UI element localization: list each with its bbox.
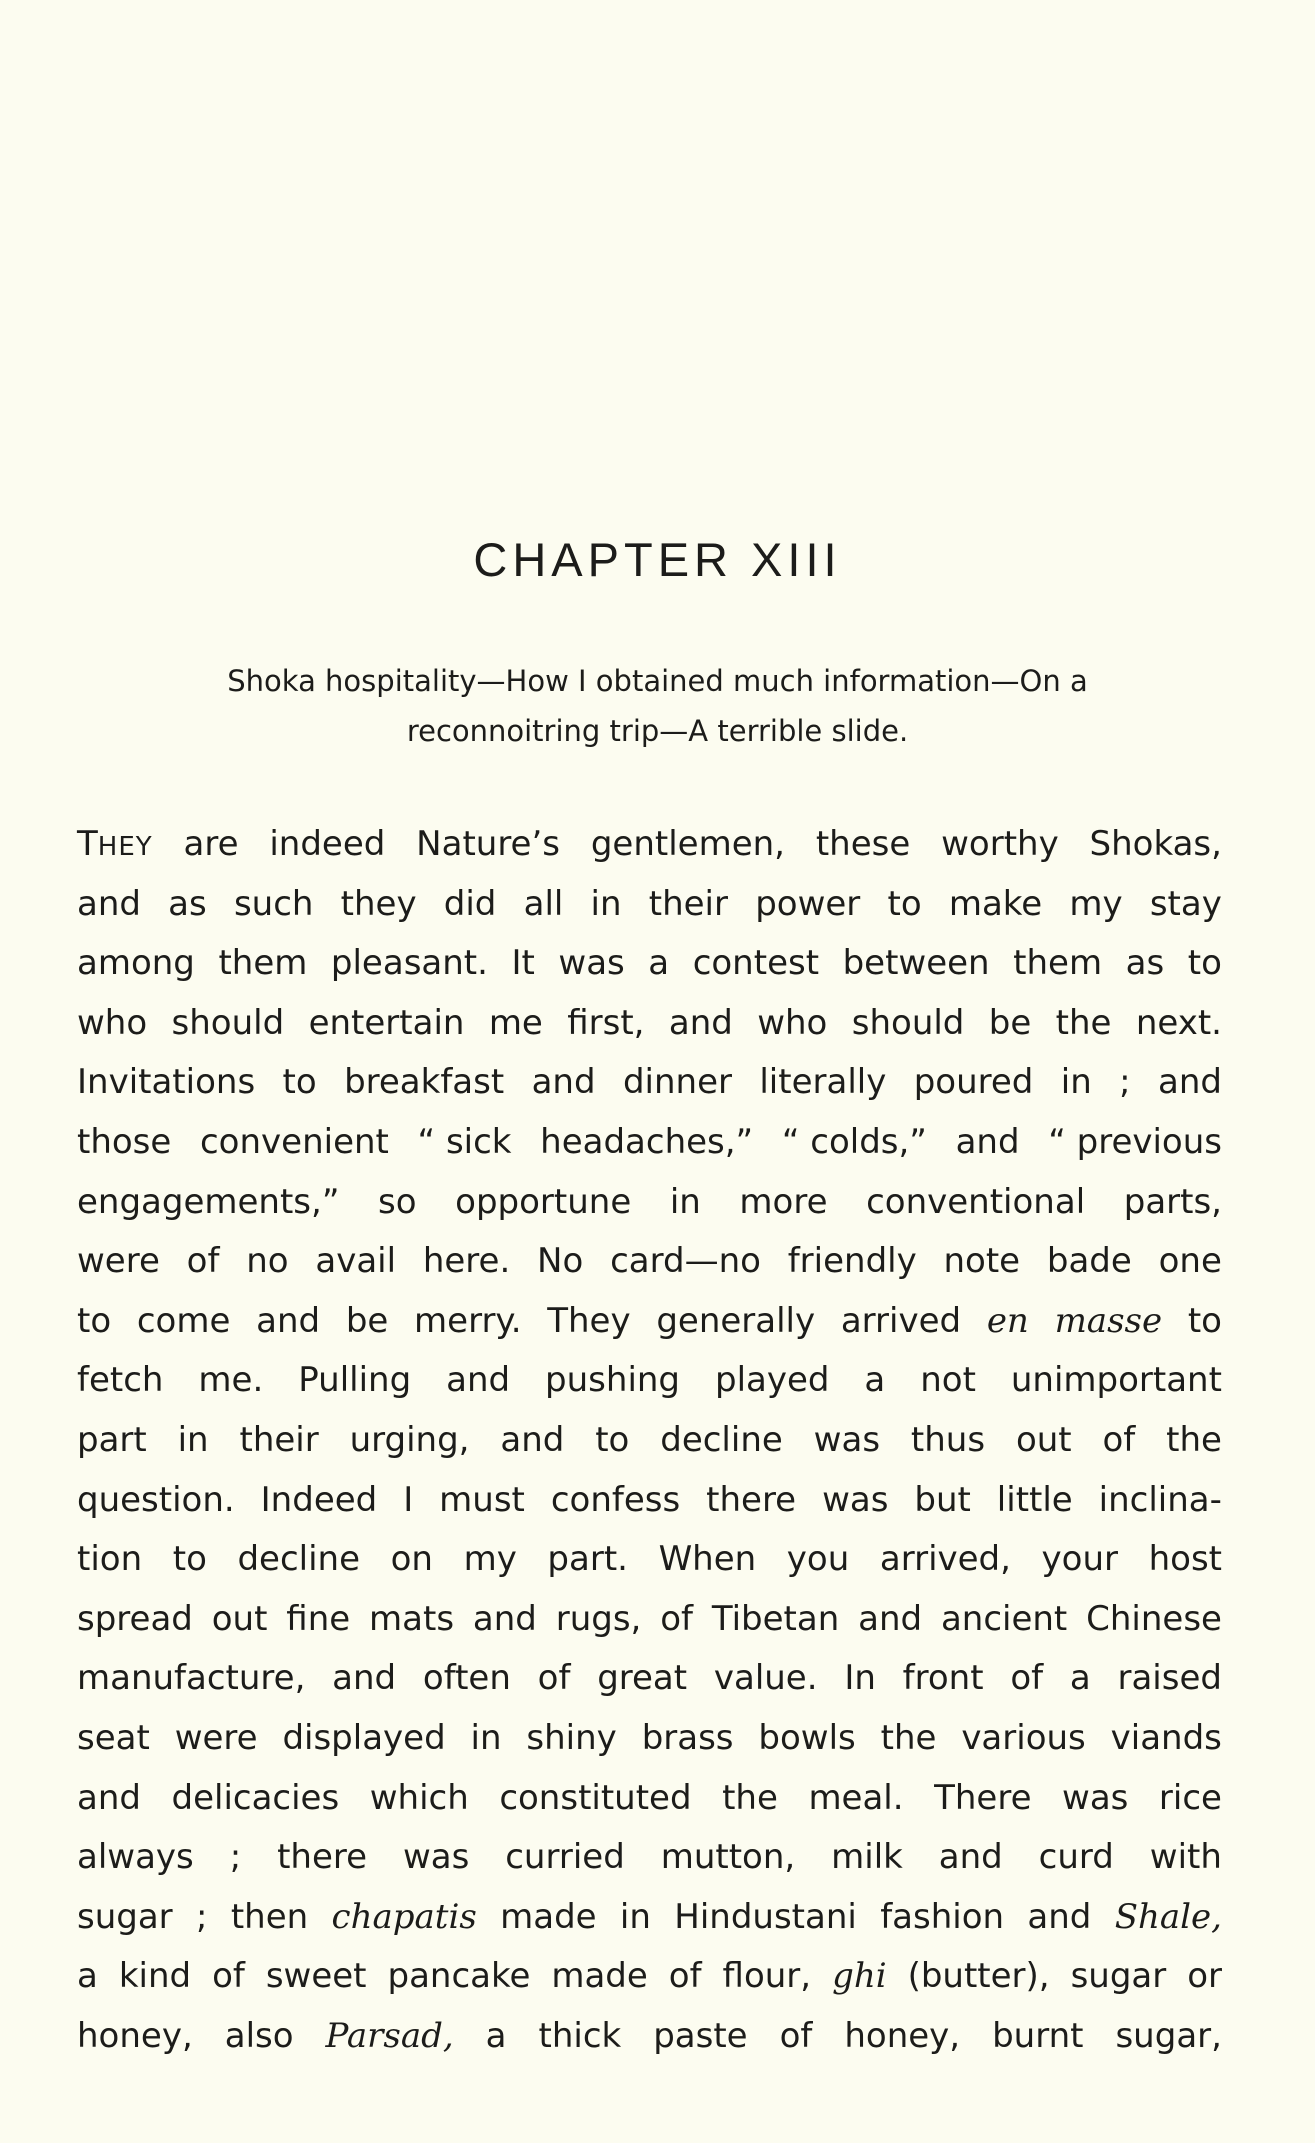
word: fashion [880,1896,1005,1937]
word: be [988,1002,1032,1043]
word: to [172,1539,207,1580]
word: pancake [387,1956,531,1997]
word: them [218,943,308,984]
word: you [786,1539,850,1580]
word: confess [550,1479,681,1520]
word: of [186,1241,220,1282]
word: Nature’s [416,824,560,864]
word: Invitations [77,1062,256,1103]
word: was [402,1837,470,1878]
word: poured [913,1062,1034,1103]
word: delicacies [171,1777,340,1818]
word: part [77,1419,147,1460]
word: constituted [499,1777,692,1818]
word: no [246,1241,289,1282]
text-line [77,1351,1222,1411]
text-line [77,1471,1222,1531]
word: my [463,1539,517,1580]
text-line [77,994,1222,1054]
word: curried [505,1837,625,1878]
word: thick [538,2015,622,2056]
word: and [1027,1896,1092,1937]
italic-word: Shale, [1114,1896,1222,1937]
word: little [996,1479,1073,1520]
word: and [938,1837,1003,1878]
word: the [722,1777,778,1818]
italic-word: en [986,1300,1029,1341]
text-line [77,1649,1222,1709]
word: value. [713,1658,818,1699]
word: decline [237,1539,361,1580]
word: made [551,1956,648,1997]
word: decline [660,1419,783,1460]
word: among [77,943,195,984]
chapter-summary [140,656,1175,756]
word: headaches,” [540,1121,754,1162]
word: of [1010,1658,1044,1699]
word: (butter), [907,1956,1050,1997]
word: No [537,1241,584,1282]
word: There [934,1777,1032,1818]
word: Pulling [298,1360,412,1401]
word: arrived [840,1300,962,1341]
text-line [77,1888,1222,1948]
word: card—no [610,1241,761,1282]
word: come [136,1300,231,1341]
word: engagements,” [77,1181,340,1222]
word: all [523,883,564,924]
word: of [779,2015,813,2056]
word: pushing [545,1360,681,1401]
chapter-title: CHAPTER XIII [473,533,842,586]
word: contest [692,943,820,984]
word: there [277,1837,368,1878]
word: the [1166,1419,1222,1460]
word: seat [77,1717,150,1758]
word: parts, [1123,1181,1222,1222]
word: brass [641,1717,734,1758]
word: ancient [940,1598,1068,1639]
word: to [1187,943,1222,984]
word: fetch [77,1360,164,1401]
text-line [77,1232,1222,1292]
word: worthy [941,824,1059,864]
word: note [943,1241,1021,1282]
word: viands [1110,1717,1222,1758]
word: opportune [455,1181,632,1222]
word: of [1102,1419,1136,1460]
word: Shokas, [1089,824,1222,864]
word: they [340,883,417,924]
word: their [239,1419,319,1460]
word: but [914,1479,971,1520]
word: power [755,883,861,924]
word: gentlemen, [590,824,785,864]
text-line [77,1113,1222,1173]
word: in [470,1717,502,1758]
small-caps-word: THEY [77,824,153,864]
text-line [77,1292,1222,1352]
word: shiny [526,1717,617,1758]
word: bowls [758,1717,856,1758]
word: host [1148,1539,1222,1580]
word: out [1015,1419,1072,1460]
word: fine [286,1598,351,1639]
word: make [948,883,1043,924]
text-line [77,1173,1222,1233]
word: of [537,1658,571,1699]
word: me [488,1002,543,1043]
word: who [757,1002,828,1043]
word: sugar [1070,1956,1167,1997]
word: here. [422,1241,511,1282]
text-line [77,2007,1222,2067]
word: did [443,883,497,924]
word: in [1060,1062,1092,1103]
word: to [282,1062,317,1103]
word: on [390,1539,433,1580]
word: Chinese [1086,1598,1222,1639]
word: dinner [622,1062,732,1103]
word: a [648,943,670,984]
word: also [224,2015,294,2056]
word: bade [1046,1241,1132,1282]
word: breakfast [344,1062,505,1103]
word: there [706,1479,797,1520]
word: manufacture, [77,1658,306,1699]
word: more [739,1181,828,1222]
text-line [77,1590,1222,1650]
word: which [369,1777,469,1818]
word: your [1041,1539,1118,1580]
word: friendly [787,1241,917,1282]
word: sugar, [1115,2015,1222,2056]
word: not [920,1360,976,1401]
word: between [842,943,990,984]
word: They [547,1300,631,1341]
word: a [864,1360,886,1401]
word: displayed [282,1717,446,1758]
word: front [902,1658,984,1699]
word: their [648,883,728,924]
word: was [1062,1777,1129,1818]
word: “ previous [1048,1121,1222,1162]
word: who [77,1002,148,1043]
text-line [77,875,1222,935]
word: and [77,883,141,924]
word: and [446,1360,511,1401]
word: be [345,1300,389,1341]
word: in [590,883,622,924]
word: the [880,1717,937,1758]
word: ; [1119,1062,1131,1103]
word: meal. [808,1777,904,1818]
text-line [77,1828,1222,1888]
chapter-summary-line: reconnoitring trip—A terrible slide. [406,714,909,748]
word: are [183,824,239,864]
word: and [256,1300,321,1341]
word: ; [229,1837,242,1878]
word: unimportant [1010,1360,1222,1401]
word: and [500,1419,565,1460]
word: must [439,1479,525,1520]
word: convenient [199,1121,389,1162]
word: various [961,1717,1086,1758]
word: as [168,883,207,924]
text-line [77,1053,1222,1113]
word: were [77,1241,160,1282]
word: often [422,1658,511,1699]
word: so [378,1181,417,1222]
word: these [815,824,911,864]
word: mats [369,1598,455,1639]
word: entertain [308,1002,465,1043]
word: always [77,1837,194,1878]
italic-word: masse [1054,1300,1163,1341]
word: generally [656,1300,816,1341]
word: was [558,943,625,984]
word: “ sick [417,1121,512,1162]
word: thus [910,1419,986,1460]
word: great [597,1658,688,1699]
text-line [77,1709,1222,1769]
word: next. [1135,1002,1222,1043]
word: Tibetan [711,1598,840,1639]
word: with [1149,1837,1222,1878]
word: my [1069,883,1123,924]
word: avail [315,1241,397,1282]
word: played [714,1360,830,1401]
word: flour, [722,1956,812,1997]
word: of [660,1598,693,1639]
italic-word: Parsad, [325,2015,454,2056]
text-line [77,1530,1222,1590]
word: When [658,1539,757,1580]
text-line [77,815,1222,875]
word: raised [1117,1658,1222,1699]
word: and [472,1598,537,1639]
word: merry. [414,1300,522,1341]
word: It [511,943,535,984]
word: “ colds,” [781,1121,927,1162]
text-line [77,1947,1222,2007]
word: and [858,1598,923,1639]
word: as [1125,943,1165,984]
word: literally [759,1062,887,1103]
word: paste [653,2015,748,2056]
body-text [77,815,1222,2066]
word: the [1055,1002,1112,1043]
word: burnt [992,2015,1084,2056]
word: honey, [844,2015,961,2056]
word: a [1069,1658,1091,1699]
word: inclina- [1098,1479,1222,1520]
word: part. [547,1539,628,1580]
word: a [77,1956,98,1997]
word: rice [1158,1777,1222,1818]
word: and [332,1658,397,1699]
word: to [77,1300,112,1341]
word: curd [1038,1837,1114,1878]
word: or [1187,1956,1222,1997]
word: to [887,883,922,924]
word: of [668,1956,702,1997]
text-line [77,1769,1222,1829]
word: question. [77,1479,235,1520]
word: Indeed [260,1479,378,1520]
word: and [1158,1062,1222,1103]
word: conventional [866,1181,1086,1222]
word: sugar [77,1896,173,1937]
word: in [619,1896,651,1937]
word: ; [196,1896,208,1937]
word: such [233,883,314,924]
word: mutton, [660,1837,796,1878]
word: tion [77,1539,143,1580]
word: then [230,1896,309,1937]
word: and [77,1777,141,1818]
word: a [485,2015,507,2056]
word: should [851,1002,965,1043]
word: one [1158,1241,1222,1282]
word: and [531,1062,596,1103]
word: should [171,1002,285,1043]
word: Hindustani [674,1896,857,1937]
word: kind [118,1956,192,1997]
word: urging, [349,1419,470,1460]
word: and [955,1121,1020,1162]
word: indeed [269,824,386,864]
word: arrived, [879,1539,1011,1580]
word: to [595,1419,630,1460]
word: honey, [77,2015,193,2056]
word: those [77,1121,172,1162]
italic-word: chapatis [331,1896,477,1937]
word: In [844,1658,876,1699]
word: rugs, [555,1598,642,1639]
word: were [174,1717,258,1758]
word: them [1013,943,1103,984]
text-line [77,1411,1222,1471]
word: spread [77,1598,193,1639]
word: made [500,1896,597,1937]
word: milk [831,1837,903,1878]
chapter-summary-line: Shoka hospitality—How I obtained much information—On a [227,664,1088,698]
word: was [813,1419,881,1460]
word: of [212,1956,245,1997]
word: I [403,1479,414,1520]
word: to [1187,1300,1222,1341]
word: pleasant. [330,943,488,984]
word: was [822,1479,889,1520]
word: stay [1149,883,1222,924]
text-line [77,934,1222,994]
word: first, [567,1002,645,1043]
word: in [669,1181,701,1222]
word: and [668,1002,733,1043]
italic-word: ghi [832,1956,887,1997]
word: sweet [265,1956,367,1997]
word: out [211,1598,268,1639]
word: in [177,1419,209,1460]
word: me. [198,1360,264,1401]
